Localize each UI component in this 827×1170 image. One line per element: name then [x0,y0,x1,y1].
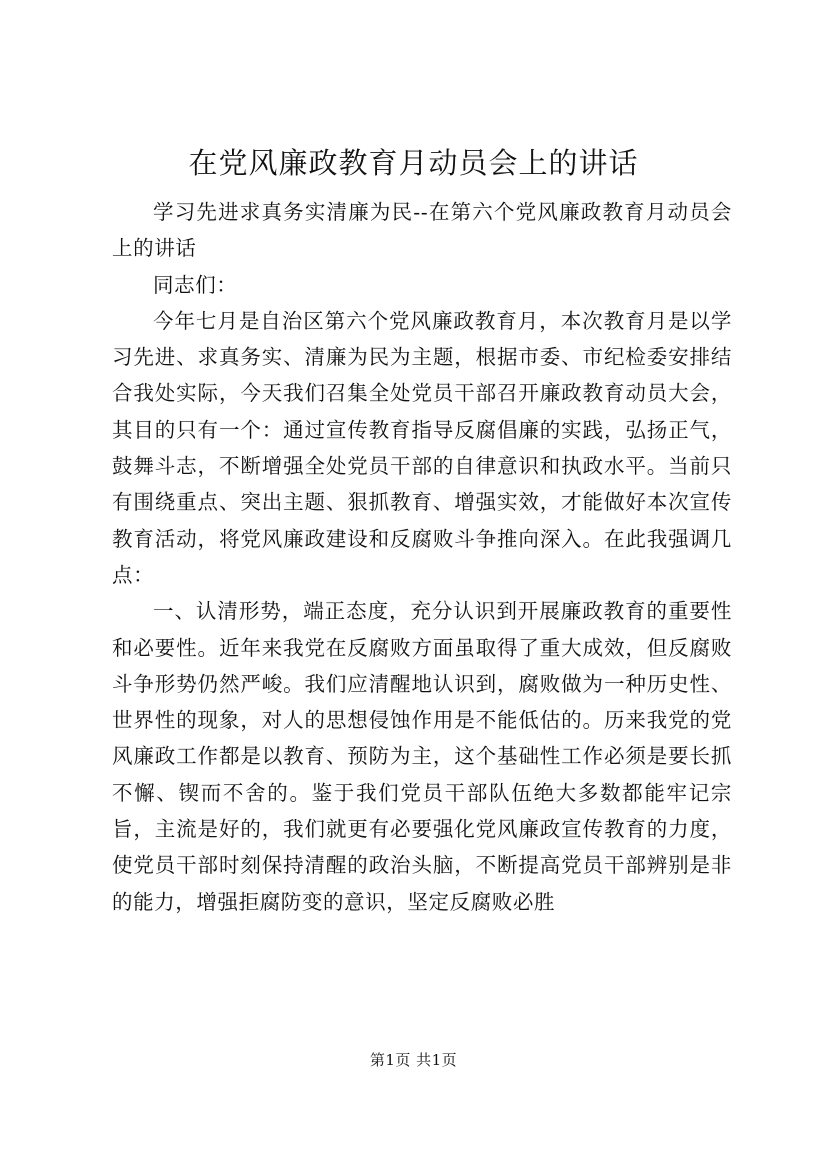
body-paragraph-2: 一、认清形势，端正态度，充分认识到开展廉政教育的重要性和必要性。近年来我党在反腐败方面虽取得了重大成效，但反腐败斗争形势仍然严峻。我们应清醒地认识到，腐败做为一种历史性、世界性的现象，对人的思想侵蚀作用是不能低估的。历来我党的党风廉政工作都是以教育、预防为主，这个基础性工作必须是要长抓不懈、锲而不舍的。鉴于我们党员干部队伍绝大多数都能牢记宗旨，主流是好的，我们就更有必要强化党风廉政宣传教育的力度，使党员干部时刻保持清醒的政治头脑，不断提高党员干部辨别是非的能力，增强拒腐防变的意识，坚定反腐败必胜 [112,599,732,914]
salutation: 同志们： [153,272,238,297]
subtitle-paragraph: 学习先进求真务实清廉为民--在第六个党风廉政教育月动员会上的讲话 [112,200,732,261]
body-paragraph-1: 今年七月是自治区第六个党风廉政教育月，本次教育月是以学习先进、求真务实、清廉为民为主题，根据市委、市纪检委安排结合我处实际，今天我们召集全处党员干部召开廉政教育动员大会，其目的只有一个：通过宣传教育指导反腐倡廉的实践，弘扬正气，鼓舞斗志，不断增强全处党员干部的自律意识和执政水平。当前只有围绕重点、突出主题、狠抓教育、增强实效，才能做好本次宣传教育活动，将党风廉政建设和反腐败斗争推向深入。在此我强调几点： [112,308,732,587]
document-body [112,194,732,920]
document-title: 在党风廉政教育月动员会上的讲话 [188,146,639,180]
page-number-footer: 第1页 共1页 [369,1051,458,1069]
